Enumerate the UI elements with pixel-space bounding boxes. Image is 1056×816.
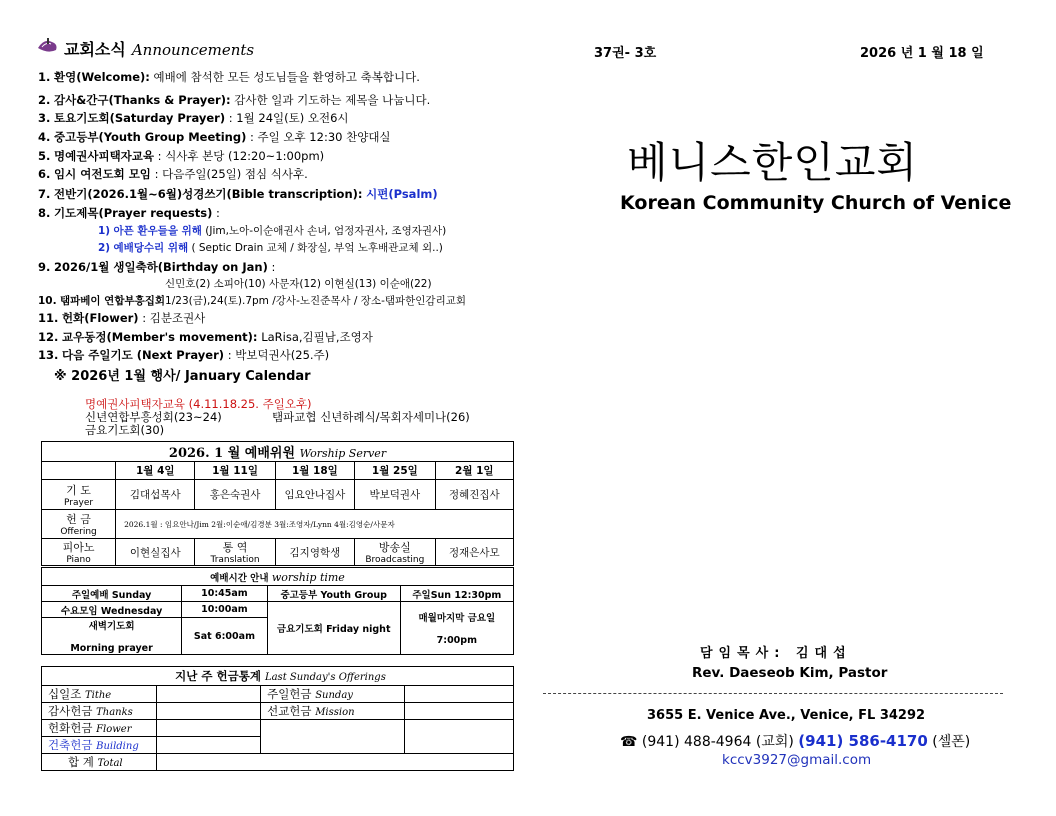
- announcements-title: [64, 37, 254, 60]
- announcements-title-en: Announcements: [131, 41, 255, 59]
- church-phone: [620, 731, 970, 751]
- header-blank: [42, 462, 116, 480]
- translation-cell: 김지영학생: [275, 539, 354, 566]
- announcement-8: 8. 기도제목(Prayer requests) :: [38, 206, 220, 220]
- prayer-cell-1: 김대섭목사: [116, 480, 195, 510]
- broadcast-cell: 정재은사모: [435, 539, 513, 566]
- sunday-offering-label: 주일헌금 Sunday: [261, 686, 405, 703]
- tithe-value: [157, 686, 261, 703]
- youth-time: 주일Sun 12:30pm: [400, 586, 513, 602]
- date-col-5: 2월 1일: [435, 462, 513, 480]
- announcement-13: 13. 다음 주일기도 (Next Prayer) : 박보덕권사(25.주): [38, 348, 330, 362]
- offering-schedule: 2026.1월 : 임요안나/Jim 2월:이순애/김경분 3월:조영자/Lynn 4월:김영순/사문자: [116, 510, 514, 539]
- friday-label: 금요기도회 Friday night: [267, 602, 400, 655]
- offering-row-label: 헌 금 Offering: [42, 510, 116, 539]
- tithe-label: 십일조 Tithe: [42, 686, 157, 703]
- date-col-3: 1월 18일: [275, 462, 354, 480]
- phone-cell: (941) 586-4170: [798, 732, 928, 750]
- announcement-2: 2. 감사&간구(Thanks & Prayer): 감사한 일과 기도하는 제목을 나눕니다.: [38, 93, 431, 107]
- calendar-heading: ※ 2026년 1월 행사/ January Calendar: [54, 369, 311, 384]
- thanks-label: 감사헌금 Thanks: [42, 703, 157, 720]
- blank-cell-b: [405, 720, 514, 754]
- building-label: 건축헌금 Building: [42, 737, 157, 754]
- birthday-list: 신민호(2) 소피아(10) 사문자(12) 이현실(13) 이순애(22): [165, 278, 432, 290]
- friday-time: 매월마지막 금요일 7:00pm: [400, 602, 513, 655]
- prayer-row-label: 기 도 Prayer: [42, 480, 116, 510]
- bulletin-date: 2026 년 1 월 18 일: [860, 46, 984, 61]
- calendar-line-2a: 신년연합부흥성회(23~24): [85, 410, 222, 424]
- sunday-label: 주일예배 Sunday: [42, 586, 182, 602]
- divider: [543, 693, 1003, 694]
- announcement-3: 3. 토요기도회(Saturday Prayer) : 1월 24일(토) 오전6시: [38, 111, 349, 125]
- dawn-label: 새벽기도회 Morning prayer: [42, 618, 182, 655]
- calendar-line-3: 금요기도회(30): [85, 423, 165, 437]
- announcements-title-ko: 교회소식: [64, 40, 126, 59]
- volume-number: 37권- 3호: [594, 46, 657, 61]
- church-name-ko: 베니스한인교회: [627, 138, 919, 187]
- piano-row-label: 피아노 Piano: [42, 539, 116, 566]
- pastor-ko: 담임목사: 김대섭: [700, 646, 852, 661]
- prayer-item-2: 2) 예배당수리 위해 ( Septic Drain 교체 / 화장실, 부엌 노후배관교체 외..): [98, 242, 443, 254]
- date-col-1: 1월 4일: [116, 462, 195, 480]
- announcement-9: 9. 2026/1월 생일축하(Birthday on Jan) :: [38, 260, 276, 274]
- sunday-time: 10:45am: [182, 586, 268, 602]
- total-label: 합 계 Total: [42, 754, 157, 771]
- candle-flower-icon: [36, 36, 60, 56]
- church-email[interactable]: kccv3927@gmail.com: [722, 752, 872, 768]
- date-col-4: 1월 25일: [355, 462, 435, 480]
- prayer-item-1: 1) 아픈 환우들을 위해 (Jim,노아-이순애권사 손녀, 엄정자권사, 조영자권사): [98, 225, 447, 237]
- phone-cell-suffix: (셀폰): [932, 734, 971, 750]
- prayer-cell-4: 박보덕권사: [355, 480, 435, 510]
- announcement-6: 6. 임시 여전도회 모임 : 다음주일(25일) 점심 식사후.: [38, 167, 308, 181]
- announcement-12: 12. 교우동정(Member's movement): LaRisa,김필남,조영자: [38, 330, 373, 344]
- worship-server-title: 2026. 1 월 예배위원 Worship Server: [42, 442, 514, 462]
- building-value: [157, 737, 261, 754]
- announcement-4: 4. 중고등부(Youth Group Meeting) : 주일 오후 12:30 찬양대실: [38, 130, 391, 144]
- thanks-value: [157, 703, 261, 720]
- worship-server-table: [41, 441, 514, 566]
- church-name-en: Korean Community Church of Venice: [620, 192, 1012, 214]
- broadcast-label: 방송실 Broadcasting: [355, 539, 435, 566]
- mission-value: [405, 703, 514, 720]
- church-address: 3655 E. Venice Ave., Venice, FL 34292: [647, 708, 926, 723]
- offerings-table: [41, 666, 514, 771]
- total-value: [157, 754, 514, 771]
- announcement-7: 7. 전반기(2026.1월~6월)성경쓰기(Bible transcription): 시편(Psalm): [38, 187, 438, 201]
- worship-time-table: [41, 567, 514, 655]
- phone-office: (941) 488-4964 (교회): [641, 734, 794, 750]
- pastor-en: Rev. Daeseob Kim, Pastor: [692, 665, 888, 681]
- mission-label: 선교헌금 Mission: [261, 703, 405, 720]
- flower-value: [157, 720, 261, 737]
- date-col-2: 1월 11일: [195, 462, 275, 480]
- sunday-offering-value: [405, 686, 514, 703]
- announcement-5: 5. 명예권사피택자교육 : 식사후 본당 (12:20~1:00pm): [38, 149, 325, 163]
- phone-icon: ☎: [620, 734, 638, 750]
- offerings-title: 지난 주 헌금통계 Last Sunday's Offerings: [42, 667, 514, 686]
- calendar-line-1: 명예권사피택자교육 (4.11.18.25. 주일오후): [85, 397, 312, 411]
- dawn-time: Sat 6:00am: [182, 618, 268, 655]
- announcement-11: 11. 헌화(Flower) : 김분조권사: [38, 311, 206, 325]
- prayer-cell-5: 정혜진집사: [435, 480, 513, 510]
- translation-label: 통 역 Translation: [195, 539, 275, 566]
- wednesday-time: 10:00am: [182, 602, 268, 618]
- prayer-cell-2: 홍은숙권사: [195, 480, 275, 510]
- youth-label: 중고등부 Youth Group: [267, 586, 400, 602]
- worship-time-title: 예배시간 안내 worship time: [42, 568, 514, 586]
- announcement-1: 1. 환영(Welcome): 예배에 참석한 모든 성도님들을 환영하고 축복합니다.: [38, 70, 420, 84]
- wednesday-label: 수요모임 Wednesday: [42, 602, 182, 618]
- blank-cell-a: [261, 720, 405, 754]
- prayer-cell-3: 임요안나집사: [275, 480, 354, 510]
- announcement-10: 10. 탬파베이 연합부흥집회1/23(금),24(토).7pm /강사-노진준목사 / 장소-탬파한인감리교회: [38, 295, 467, 307]
- calendar-line-2b: 탬파교협 신년하례식/목회자세미나(26): [272, 410, 470, 424]
- flower-label: 헌화헌금 Flower: [42, 720, 157, 737]
- piano-cell: 이현실집사: [116, 539, 195, 566]
